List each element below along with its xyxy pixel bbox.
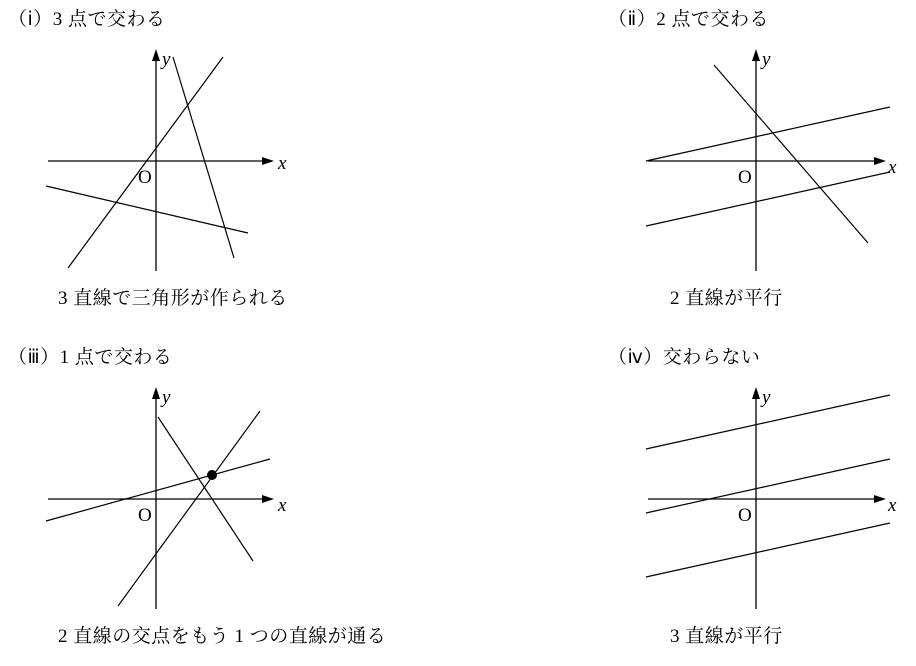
line-3 xyxy=(46,186,248,233)
y-axis-arrow xyxy=(752,49,760,61)
panel-iv-figure xyxy=(638,381,908,611)
origin-label-ii: O xyxy=(738,167,752,188)
y-axis-arrow xyxy=(752,387,760,399)
concurrent-line-1 xyxy=(46,459,270,521)
panel-iii-caption: 2 直線の交点をもう 1 つの直線が通る xyxy=(58,626,387,647)
figure-iv-svg xyxy=(638,381,908,611)
figure-iii-svg xyxy=(38,381,298,611)
y-axis-label-iv: y xyxy=(762,387,771,408)
panel-ii-caption: 2 直線が平行 xyxy=(670,288,783,309)
x-axis-label-iii: x xyxy=(278,495,287,516)
panel-iv-label: （ⅳ）交わらない xyxy=(608,347,761,368)
y-axis-arrow xyxy=(152,387,160,399)
x-axis-label-i: x xyxy=(278,153,287,174)
panel-ii-figure xyxy=(638,43,908,273)
y-axis-label-i: y xyxy=(162,49,171,70)
panel-case-iv xyxy=(608,348,908,646)
panel-case-iii xyxy=(8,348,386,646)
figure-i-svg xyxy=(38,43,298,273)
x-axis-arrow xyxy=(874,157,886,165)
panel-i-figure xyxy=(38,43,298,273)
line-1 xyxy=(68,57,223,268)
x-axis-label-iv: x xyxy=(888,495,897,516)
x-axis-arrow xyxy=(874,495,886,503)
y-axis-label-iii: y xyxy=(162,387,171,408)
parallel-line-1 xyxy=(646,107,890,161)
panel-i-label: （ⅰ）3 点で交わる xyxy=(8,9,166,30)
origin-label-i: O xyxy=(138,167,152,188)
concurrent-line-3 xyxy=(158,417,253,561)
panel-iii-label: （ⅲ）1 点で交わる xyxy=(8,347,173,368)
panel-ii-label: （ⅱ）2 点で交わる xyxy=(608,9,769,30)
x-axis-arrow xyxy=(262,157,274,165)
figure-ii-svg xyxy=(638,43,908,273)
y-axis-arrow xyxy=(152,49,160,61)
panel-case-i xyxy=(8,10,298,308)
panel-iii-figure xyxy=(38,381,386,611)
panel-iv-caption: 3 直線が平行 xyxy=(670,626,783,647)
parallel-line-3 xyxy=(646,523,890,577)
intersection-point xyxy=(207,470,217,480)
transversal-line xyxy=(714,65,868,243)
origin-label-iii: O xyxy=(138,505,152,526)
parallel-line-2 xyxy=(646,172,890,226)
x-axis-arrow xyxy=(262,495,274,503)
panel-case-ii xyxy=(608,10,908,308)
panel-i-caption: 3 直線で三角形が作られる xyxy=(58,288,288,309)
x-axis-label-ii: x xyxy=(888,157,897,178)
origin-label-iv: O xyxy=(738,505,752,526)
parallel-line-2 xyxy=(646,459,890,513)
y-axis-label-ii: y xyxy=(762,49,771,70)
